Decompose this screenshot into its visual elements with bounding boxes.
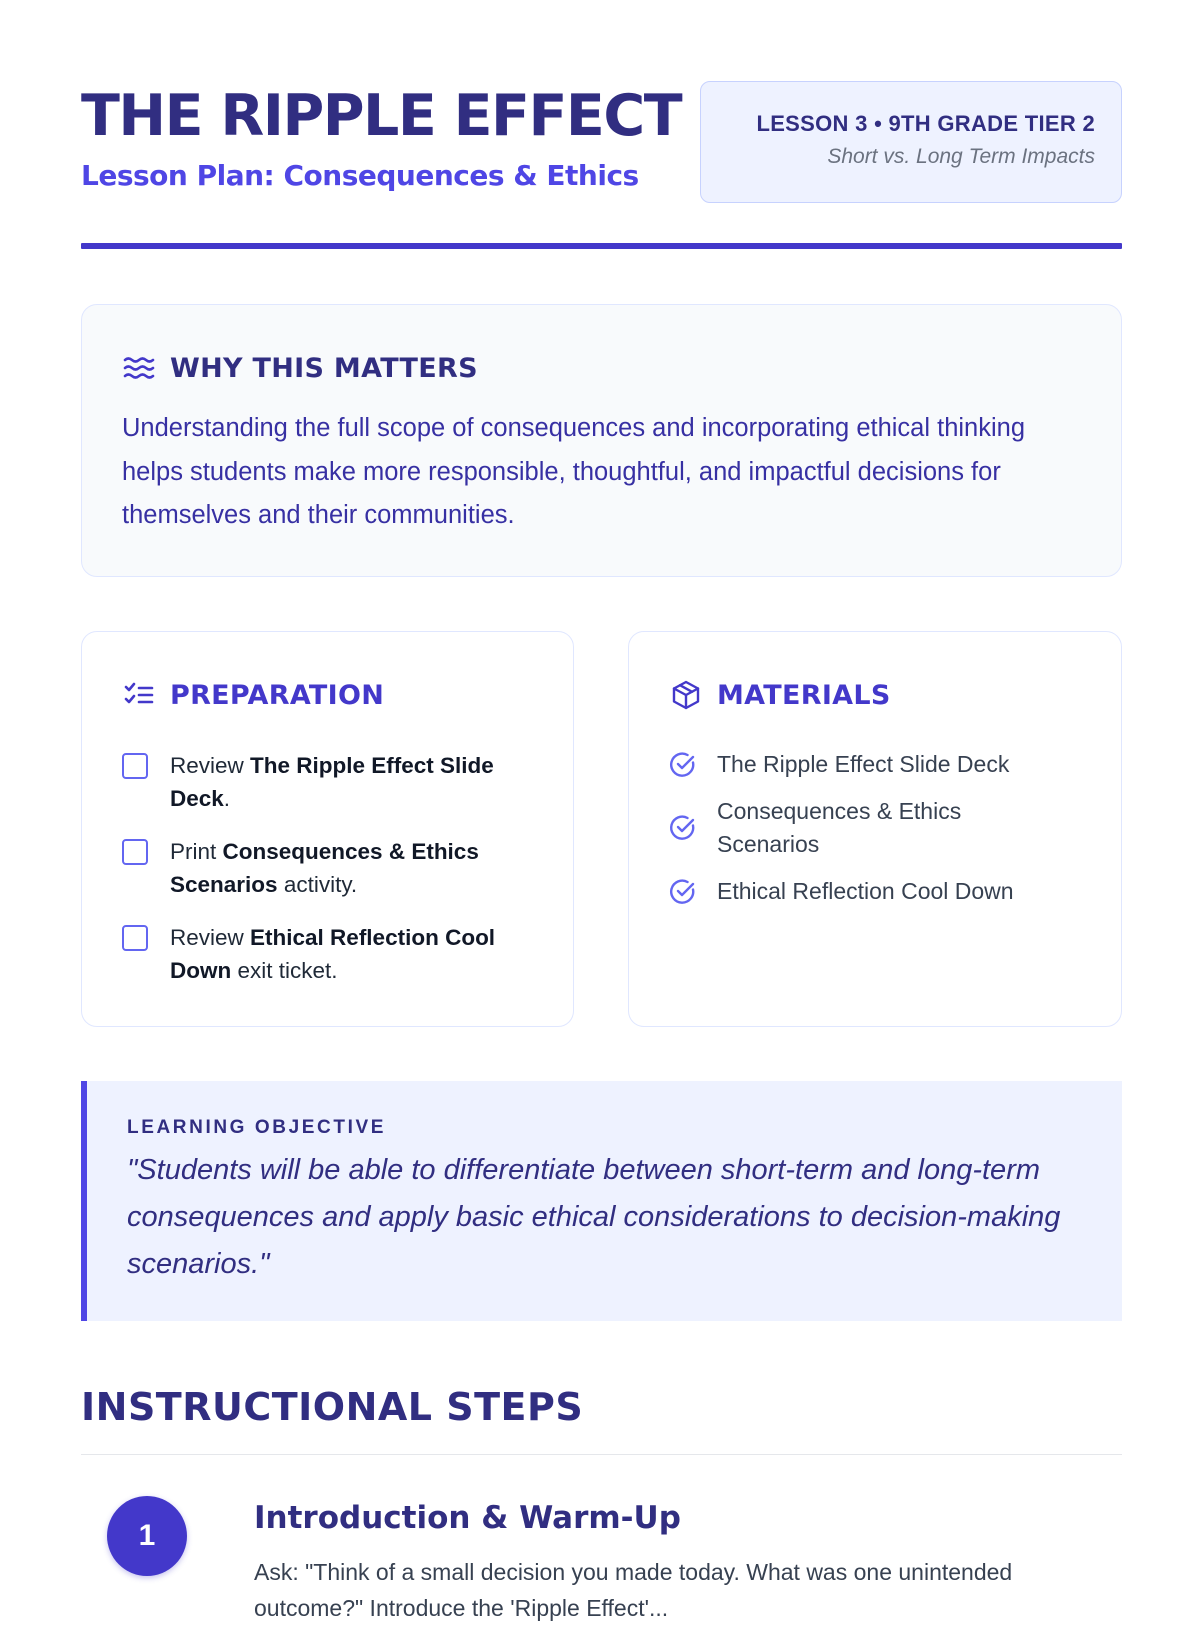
check-circle-icon [669, 878, 697, 906]
preparation-card [81, 631, 574, 1027]
step-title: Introduction & Warm-Up [254, 1500, 681, 1536]
check-circle-icon [669, 814, 697, 842]
materials-item: The Ripple Effect Slide Deck [669, 748, 1089, 781]
preparation-item[interactable]: Review Ethical Reflection Cool Down exit ticket. [122, 921, 542, 987]
lesson-badge-title: LESSON 3 • 9TH GRADE TIER 2 [756, 111, 1095, 136]
header-divider [81, 243, 1122, 249]
checkbox-icon[interactable] [122, 925, 148, 951]
checklist-icon [122, 678, 156, 712]
materials-item: Consequences & Ethics Scenarios [669, 795, 1089, 861]
preparation-heading: PREPARATION [170, 679, 385, 711]
objective-quote: "Students will be able to differentiate between short-term and long-term consequences and apply basic ethical considerations to decision-making scenarios." [127, 1154, 1061, 1280]
page-title: THE RIPPLE EFFECT [81, 83, 682, 149]
preparation-item[interactable]: Review The Ripple Effect Slide Deck. [122, 749, 542, 815]
why-heading: WHY THIS MATTERS [170, 352, 478, 384]
why-this-matters-card [81, 304, 1122, 577]
steps-divider [81, 1454, 1122, 1455]
waves-icon [122, 351, 156, 385]
preparation-item[interactable]: Print Consequences & Ethics Scenarios activity. [122, 835, 542, 901]
lesson-badge [700, 81, 1122, 203]
why-text: Understanding the full scope of consequences and incorporating ethical thinking helps students make more responsible, thoughtful, and impactful decisions for themselves and their communities. [122, 414, 1026, 529]
package-icon [669, 678, 703, 712]
lesson-header [81, 78, 1122, 203]
checkbox-icon[interactable] [122, 753, 148, 779]
step-text: Ask: "Think of a small decision you made today. What was one unintended outcome?" Introduce the 'Ripple Effect'... [254, 1559, 1013, 1621]
step-number-badge: 1 [107, 1496, 187, 1576]
check-circle-icon [669, 751, 697, 779]
materials-heading: MATERIALS [717, 679, 891, 711]
objective-label: LEARNING OBJECTIVE [127, 1117, 386, 1138]
lesson-badge-subtitle: Short vs. Long Term Impacts [827, 145, 1095, 168]
materials-list [669, 748, 1089, 922]
materials-item: Ethical Reflection Cool Down [669, 875, 1089, 908]
checkbox-icon[interactable] [122, 839, 148, 865]
learning-objective [81, 1081, 1122, 1321]
materials-card [628, 631, 1122, 1027]
page-subtitle: Lesson Plan: Consequences & Ethics [81, 159, 639, 192]
preparation-list [122, 749, 542, 1007]
instructional-steps-heading: INSTRUCTIONAL STEPS [81, 1385, 584, 1429]
